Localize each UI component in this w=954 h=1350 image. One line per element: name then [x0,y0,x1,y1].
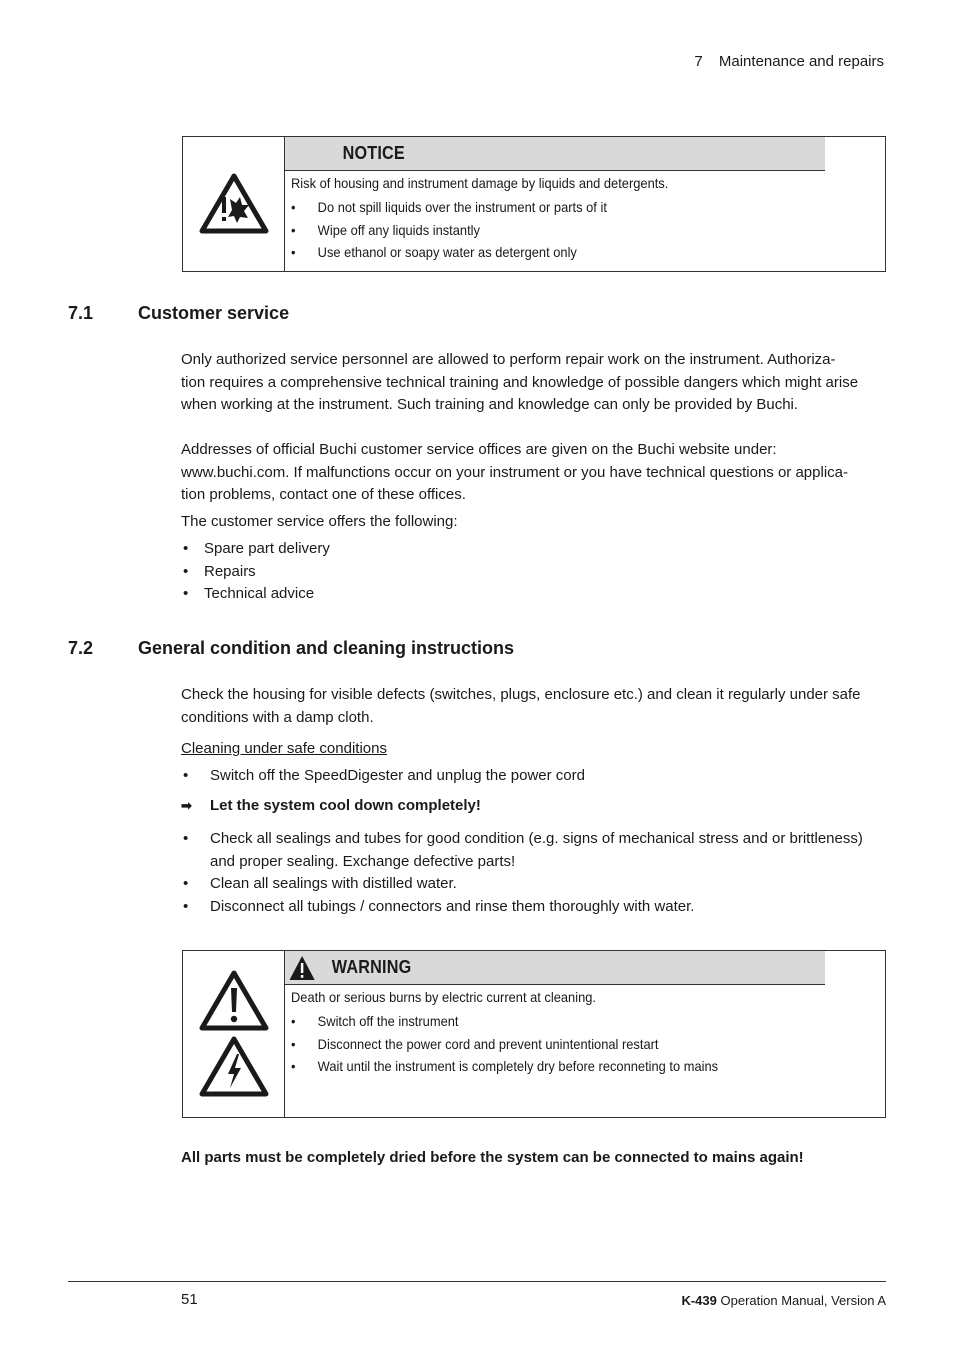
warning-triangle-icon [289,955,316,981]
notice-title-bar [285,137,825,171]
list-item: • Repairs [181,561,330,584]
list-item: • Spare part delivery [181,538,330,561]
chapter-number: 7 [694,53,703,70]
section-heading-cleaning [68,638,514,659]
notice-icon-cell [183,137,285,271]
notice-title: NOTICE [342,143,405,163]
final-note: All parts must be completely dried before the system can be connected to mains again! [181,1149,804,1166]
notice-list [291,199,879,267]
cleaning-step-list-1 [181,765,891,788]
section-title: Customer service [138,303,290,323]
cleaning-step-list-2 [181,828,891,918]
action-text: Let the system cool down completely! [210,797,481,814]
notice-lead: Risk of housing and instrument damage by liquids and detergents. [291,175,669,191]
paragraph-offers-intro: The customer service offers the following: [181,513,458,530]
warning-body [285,985,885,1087]
section-title: General condition and cleaning instructions [138,638,515,658]
warning-title-bar [285,951,825,985]
warning-item: • Switch off the instrument [291,1013,832,1036]
footer-manual-info [681,1293,886,1308]
paragraph-service-offices [181,439,887,507]
text-line: and proper sealing. Exchange defective parts! [210,852,516,870]
notice-item: • Use ethanol or soapy water as detergent only [291,244,832,267]
text-line: conditions with a damp cloth. [181,708,374,726]
text-line: tion problems, contact one of these offices. [181,486,466,503]
list-item: • Disconnect all tubings / connectors and rinse them thoroughly with water. [181,896,891,919]
list-item [181,828,891,873]
subheading-safe-conditions: Cleaning under safe conditions [181,740,387,757]
notice-item: • Wipe off any liquids instantly [291,222,832,245]
paragraph-service-personnel [181,349,887,417]
page-number: 51 [181,1291,198,1308]
text-line: Check the housing for visible defects (switches, plugs, enclosure etc.) and clean it regularly under safe [181,686,861,703]
list-item: • Switch off the SpeedDigester and unplug the power cord [181,765,891,788]
warning-title: WARNING [331,957,412,977]
footer-rule [68,1281,886,1282]
equipment-damage-warning-icon [199,173,269,235]
general-warning-icon [199,970,269,1032]
paragraph-cleaning-intro [181,684,887,729]
chapter-title: Maintenance and repairs [718,53,884,70]
text-line: tion requires a comprehensive technical training and knowledge of possible dangers which might arise [181,373,859,391]
product-code: K-439 [681,1293,717,1308]
action-step [181,797,481,814]
text-line: when working at the instrument. Such training and knowledge can only be provided by Buchi. [181,396,799,413]
section-number: 7.2 [68,638,94,658]
running-header [694,53,884,70]
warning-icon-cell [183,951,285,1117]
warning-item: • Wait until the instrument is completely dry before reconneting to mains [291,1058,832,1081]
warning-item: • Disconnect the power cord and prevent unintentional restart [291,1036,832,1059]
manual-version: Operation Manual, Version A [720,1293,886,1308]
notice-body [285,171,885,273]
text-line: Only authorized service personnel are allowed to perform repair work on the instrument. Authoriza- [181,351,836,368]
section-number: 7.1 [68,303,94,323]
arrow-right-icon: ➡ [181,798,192,813]
notice-box [182,136,886,272]
notice-item: • Do not spill liquids over the instrument or parts of it [291,199,832,222]
offers-list [181,538,330,606]
electric-shock-warning-icon [199,1036,269,1098]
text-line: Check all sealings and tubes for good condition (e.g. signs of mechanical stress and or brittleness) [210,830,863,847]
section-heading-customer-service [68,303,289,324]
warning-list [291,1013,879,1081]
list-item: • Technical advice [181,583,330,606]
text-line: Addresses of official Buchi customer service offices are given on the Buchi website under: [181,441,777,458]
text-line: www.buchi.com. If malfunctions occur on your instrument or you have technical questions or applica- [181,463,848,481]
warning-box [182,950,886,1118]
list-item: • Clean all sealings with distilled water. [181,873,891,896]
warning-lead: Death or serious burns by electric current at cleaning. [291,989,596,1005]
